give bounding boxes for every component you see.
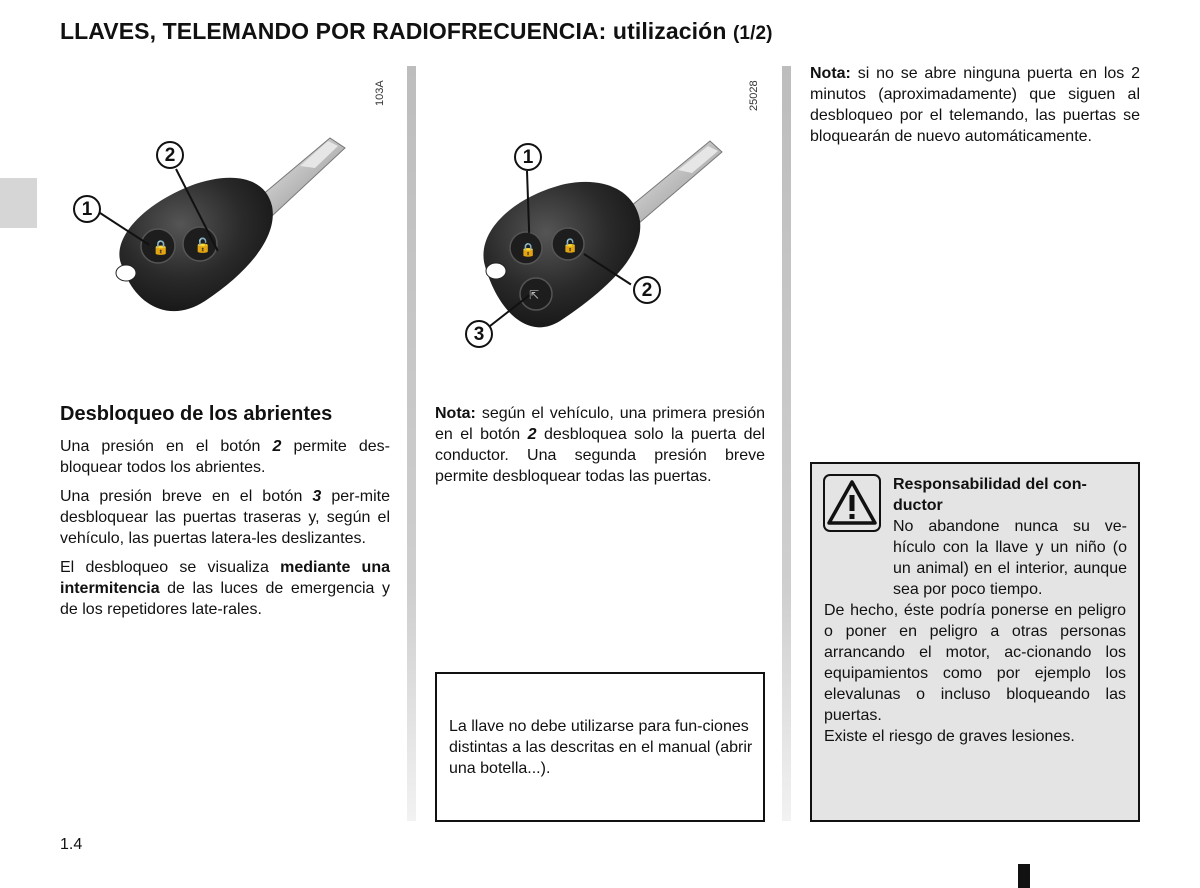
svg-text:🔓: 🔓 [194,238,212,254]
column-2-note: Nota: según el vehículo, una primera presión en el botón 2 desbloquea solo la puerta del conductor. Una segunda presión breve permite desbloquear todas las puertas. [435,405,766,485]
callout-b2: 2 [633,276,661,304]
warning-title: Responsabilidad del con-ductor [893,476,1087,514]
svg-text:⇱: ⇱ [529,288,540,302]
svg-text:🔒: 🔒 [520,243,537,258]
column-1-text [60,436,390,628]
section-heading: Desbloqueo de los abrientes [60,403,333,425]
callout-1: 1 [73,195,101,223]
column-3-note: Nota: si no se abre ninguna puerta en los 2 minutos (aproximadamente) que siguen al desbloqueo por el telemando, las puertas se bloquearán de nuevo automáticamente. [810,65,1140,145]
paragraph-3: El desbloqueo se visualiza mediante una intermitencia de las luces de emergencia y de los repetidores late-rales. [60,559,390,618]
page-title-suffix: (1/2) [732,23,773,44]
warning-line-1-start: No abandone nunca su ve-hículo con la llave y un niño (o un animal) en el interior, aunque sea por poco tiempo. [893,518,1127,598]
paragraph-2: Una presión breve en el botón 3 per-mite desbloquear las puertas traseras y, según el vehículo, las puertas latera-les deslizantes. [60,488,390,547]
warning-triangle-icon [823,474,881,532]
section-tab [0,178,37,228]
warning-body: De hecho, éste podría ponerse en peligro o poner en peligro a otras personas arrancando el motor, ac-cionando los equipamientos como por ejemplo los elevalunas o incluso bloqueando las puertas. Existe el riesgo de graves lesiones. [824,602,1126,745]
callout-2: 2 [156,141,184,169]
callout-b3: 3 [465,320,493,348]
callout-b1: 1 [514,143,542,171]
page-number: 1.4 [60,836,83,853]
key-usage-text: La llave no debe utilizarse para fun-ciones distintas a las descritas en el manual (abrir una botella...). [449,718,753,777]
key-usage-box [435,672,765,822]
figure-key-2-buttons [60,66,400,366]
svg-text:🔒: 🔒 [152,240,170,256]
svg-text:🔓: 🔓 [562,239,579,254]
paragraph-1: Una presión en el botón 2 permite des-bloquear todos los abrientes. [60,438,390,476]
figure-code-2: 25028 [748,80,760,111]
column-divider-left [407,66,416,821]
page-edge-marker [1018,864,1030,888]
key-fob-2-button-image [60,66,400,366]
figure-code-1: 103A [374,80,386,106]
column-divider-right [782,66,791,821]
page-title: LLAVES, TELEMANDO POR RADIOFRECUENCIA: utilización (1/2) [60,18,773,44]
